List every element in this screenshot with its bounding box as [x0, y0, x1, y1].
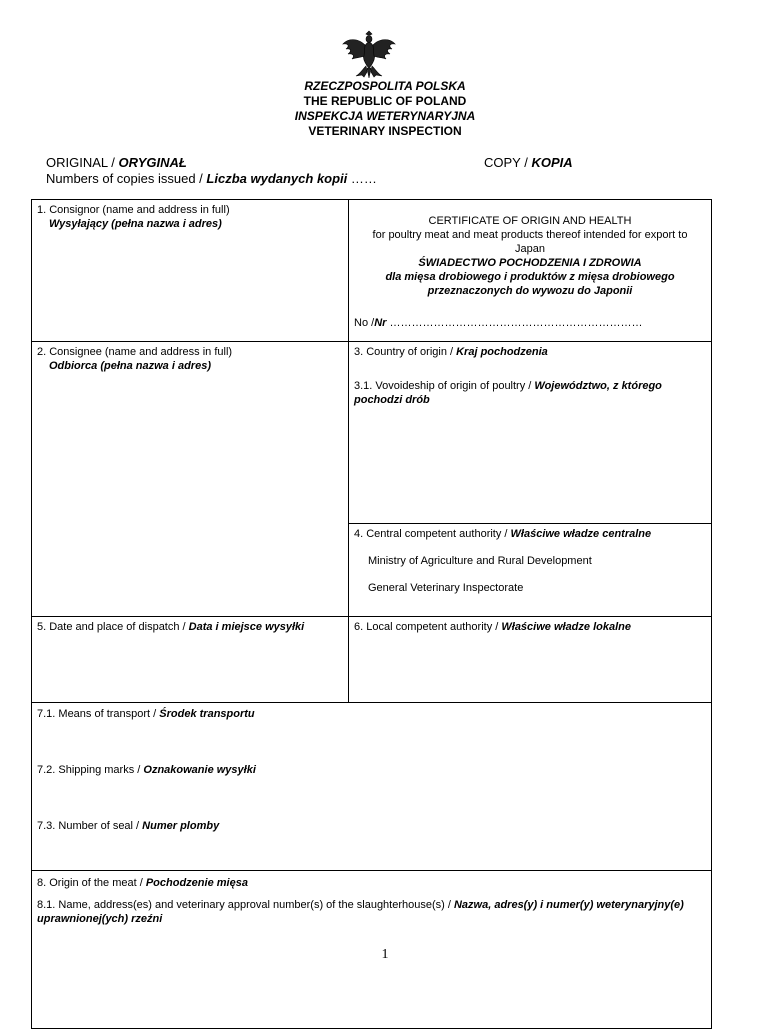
- dispatch-label-pl: Data i miejsce wysyłki: [188, 621, 305, 633]
- number-dots: ……………………………………………………………: [386, 317, 643, 329]
- copy-pl: KOPIA: [531, 155, 573, 170]
- box-consignor[interactable]: [32, 200, 349, 342]
- central-authority-pl: Właściwe władze centralne: [510, 528, 652, 540]
- voivodeship-label: [354, 379, 706, 407]
- local-authority-pl: Właściwe władze lokalne: [501, 621, 631, 633]
- copy-en: COPY /: [484, 155, 532, 170]
- seal-number-pl: Numer plomby: [142, 820, 220, 832]
- number-label-en: No /: [354, 317, 375, 329]
- original-en: ORIGINAL /: [46, 155, 119, 170]
- box-transport[interactable]: [32, 703, 712, 871]
- slaughterhouse-en: 8.1. Name, address(es) and veterinary approval number(s) of the slaughterhouse(s) /: [37, 899, 454, 911]
- copies-en: Numbers of copies issued /: [46, 171, 207, 186]
- certificate-number[interactable]: [354, 316, 706, 330]
- transport-means-label: [37, 707, 706, 721]
- transport-means-en: 7.1. Means of transport /: [37, 708, 160, 720]
- original-label: [46, 155, 187, 170]
- original-pl: ORYGINAŁ: [118, 155, 187, 170]
- central-authority-inspectorate: General Veterinary Inspectorate: [368, 582, 524, 594]
- box-central-authority: [349, 524, 712, 617]
- central-authority-en: 4. Central competent authority /: [354, 528, 511, 540]
- certificate-subtitle-en: for poultry meat and meat products thereof intended for export to Japan: [372, 229, 688, 255]
- box-dispatch[interactable]: [32, 617, 349, 703]
- header-line-1: RZECZPOSPOLITA POLSKA: [304, 79, 466, 93]
- voivodeship-en: 3.1. Vovoideship of origin of poultry /: [354, 380, 535, 392]
- dispatch-label-en: 5. Date and place of dispatch /: [37, 621, 189, 633]
- copies-issued-label: [46, 171, 377, 186]
- page-number: 1: [381, 947, 389, 962]
- box-country-origin[interactable]: [349, 342, 712, 524]
- central-authority-label: [354, 527, 706, 541]
- country-origin-pl: Kraj pochodzenia: [456, 346, 548, 358]
- meat-origin-en: 8. Origin of the meat /: [37, 877, 146, 889]
- consignor-label-en: 1. Consignor (name and address in full): [37, 204, 230, 216]
- certificate-subtitle-pl: dla mięsa drobiowego i produktów z mięsa drobiowego przeznaczonych do wywozu do Japonii: [385, 271, 675, 297]
- consignor-label-pl: Wysyłający (pełna nazwa i adres): [49, 218, 222, 230]
- seal-number-en: 7.3. Number of seal /: [37, 820, 143, 832]
- header-line-3: INSPEKCJA WETERYNARYJNA: [294, 109, 476, 123]
- number-label-pl: Nr: [374, 317, 387, 329]
- central-authority-ministry: Ministry of Agriculture and Rural Development: [368, 555, 592, 567]
- box-local-authority[interactable]: [349, 617, 712, 703]
- shipping-marks-pl: Oznakowanie wysyłki: [143, 764, 256, 776]
- meat-origin-label: [37, 876, 706, 890]
- certificate-title-en: CERTIFICATE OF ORIGIN AND HEALTH: [428, 215, 632, 227]
- slaughterhouse-label: [37, 898, 706, 926]
- slaughterhouse-pl: Nazwa, adres(y) i numer(y) weterynaryjny(e) uprawnionej(ych) rzeźni: [37, 899, 684, 925]
- consignee-label-pl: Odbiorca (pełna nazwa i adres): [49, 360, 211, 372]
- header-line-4: VETERINARY INSPECTION: [308, 124, 462, 138]
- meat-origin-pl: Pochodzenie mięsa: [145, 877, 248, 889]
- certificate-title-pl: ŚWIADECTWO POCHODZENIA I ZDROWIA: [418, 257, 642, 269]
- certificate-form-table: [31, 199, 712, 1029]
- header-line-2: THE REPUBLIC OF POLAND: [303, 94, 467, 108]
- seal-number-label: [37, 819, 706, 833]
- local-authority-en: 6. Local competent authority /: [354, 621, 502, 633]
- copy-label: [484, 155, 573, 170]
- box-consignee[interactable]: [32, 342, 349, 617]
- box-certificate-title: [349, 200, 712, 342]
- eagle-emblem-icon: [340, 30, 398, 80]
- shipping-marks-label: [37, 763, 706, 777]
- transport-means-pl: Środek transportu: [159, 708, 255, 720]
- shipping-marks-en: 7.2. Shipping marks /: [37, 764, 144, 776]
- copies-dots[interactable]: ……: [347, 171, 377, 186]
- country-origin-label: [354, 345, 706, 359]
- voivodeship-pl: Województwo, z którego pochodzi drób: [354, 380, 662, 406]
- consignee-label-en: 2. Consignee (name and address in full): [37, 346, 233, 358]
- country-origin-en: 3. Country of origin /: [354, 346, 457, 358]
- copies-pl: Liczba wydanych kopii: [206, 171, 348, 186]
